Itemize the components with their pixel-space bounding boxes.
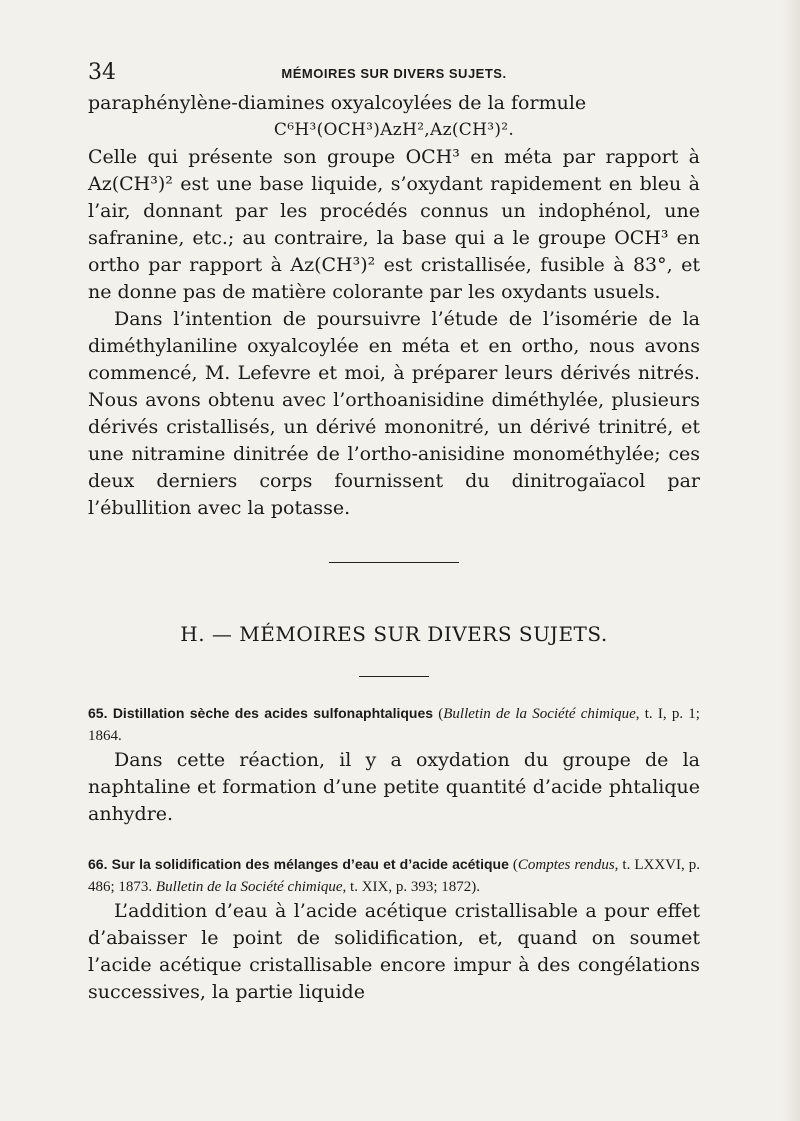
entry-65-ref-open: ( [433,706,444,722]
entry-66-title [88,854,700,898]
paragraph-2: Dans l’intention de poursuivre l’étude de l’isomérie de la diméthylaniline oxyalcoylée en méta et en ortho, nous avons commencé, M. Lefevre et moi, à préparer leurs dérivés nitrés. Nous avons obtenu avec l’orthoanisidine diméthylée, plusieurs dérivés cristallisés, un dérivé mononitré, un dérivé trinitré, et une nitramine dinitrée de l’ortho-anisidine monométhylée; ces deux derniers corps fournissent du dinitrogaïacol par l’ébullition avec la potasse. [88,308,700,519]
entry-66-ref-open: ( [508,857,518,873]
entry-66-body: L’addition d’eau à l’acide acétique cristallisable a pour effet d’abaisser le point de solidification, et, quand on soumet l’acide acétique cristallisable encore impur à des congélations successives, la partie liquide [88,900,700,1003]
entry-65-journal: Bulletin de la Société chimique [443,706,636,722]
page-header [88,60,700,88]
entry-66-journal-2: Bulletin de la Société chimique [155,879,343,895]
section-divider-top [329,562,459,563]
section-title: H. — MÉMOIRES SUR DIVERS SUJETS. [180,622,608,646]
entry-66-heading: 66. Sur la solidification des mélanges d’eau et d’acide acétique [88,856,509,872]
running-title: MÉMOIRES SUR DIVERS SUJETS. [281,66,507,81]
entry-66-ref-tail: , t. XIX, p. 393; 1872). [342,879,481,895]
chemical-formula: C⁶H³(OCH³)AzH²,Az(CH³)². [273,120,515,140]
entry-66-ref-mid: , t. LXXVI, p. 486; 1873. [88,857,700,895]
page-body [88,90,700,1006]
entry-65-heading: 65. Distillation sèche des acides sulfonaphtaliques [88,705,434,721]
entry-65-ref-tail: , t. I, p. 1; 1864. [88,706,700,744]
entry-66-journal-1: Comptes rendus [517,857,615,873]
page-edge-shadow [782,0,800,1121]
entry-65-title [88,703,700,747]
intro-first-line: paraphénylène-diamines oxyalcoylées de la formule [88,92,587,114]
entry-65-body: Dans cette réaction, il y a oxydation du groupe de la naphtaline et formation d’une petite quantité d’acide phtalique anhydre. [88,749,700,825]
page-number: 34 [88,60,116,85]
section-divider-bottom [359,676,429,677]
paragraph-1: Celle qui présente son groupe OCH³ en méta par rapport à Az(CH³)² est une base liquide, s’oxydant rapidement en bleu à l’air, donnant par les procédés connus un indophénol, une safranine, etc.; au contraire, la base qui a le groupe OCH³ en ortho par rapport à Az(CH³)² est cristallisée, fusible à 83°, et ne donne pas de matière colorante par les oxydants usuels. [88,146,700,303]
